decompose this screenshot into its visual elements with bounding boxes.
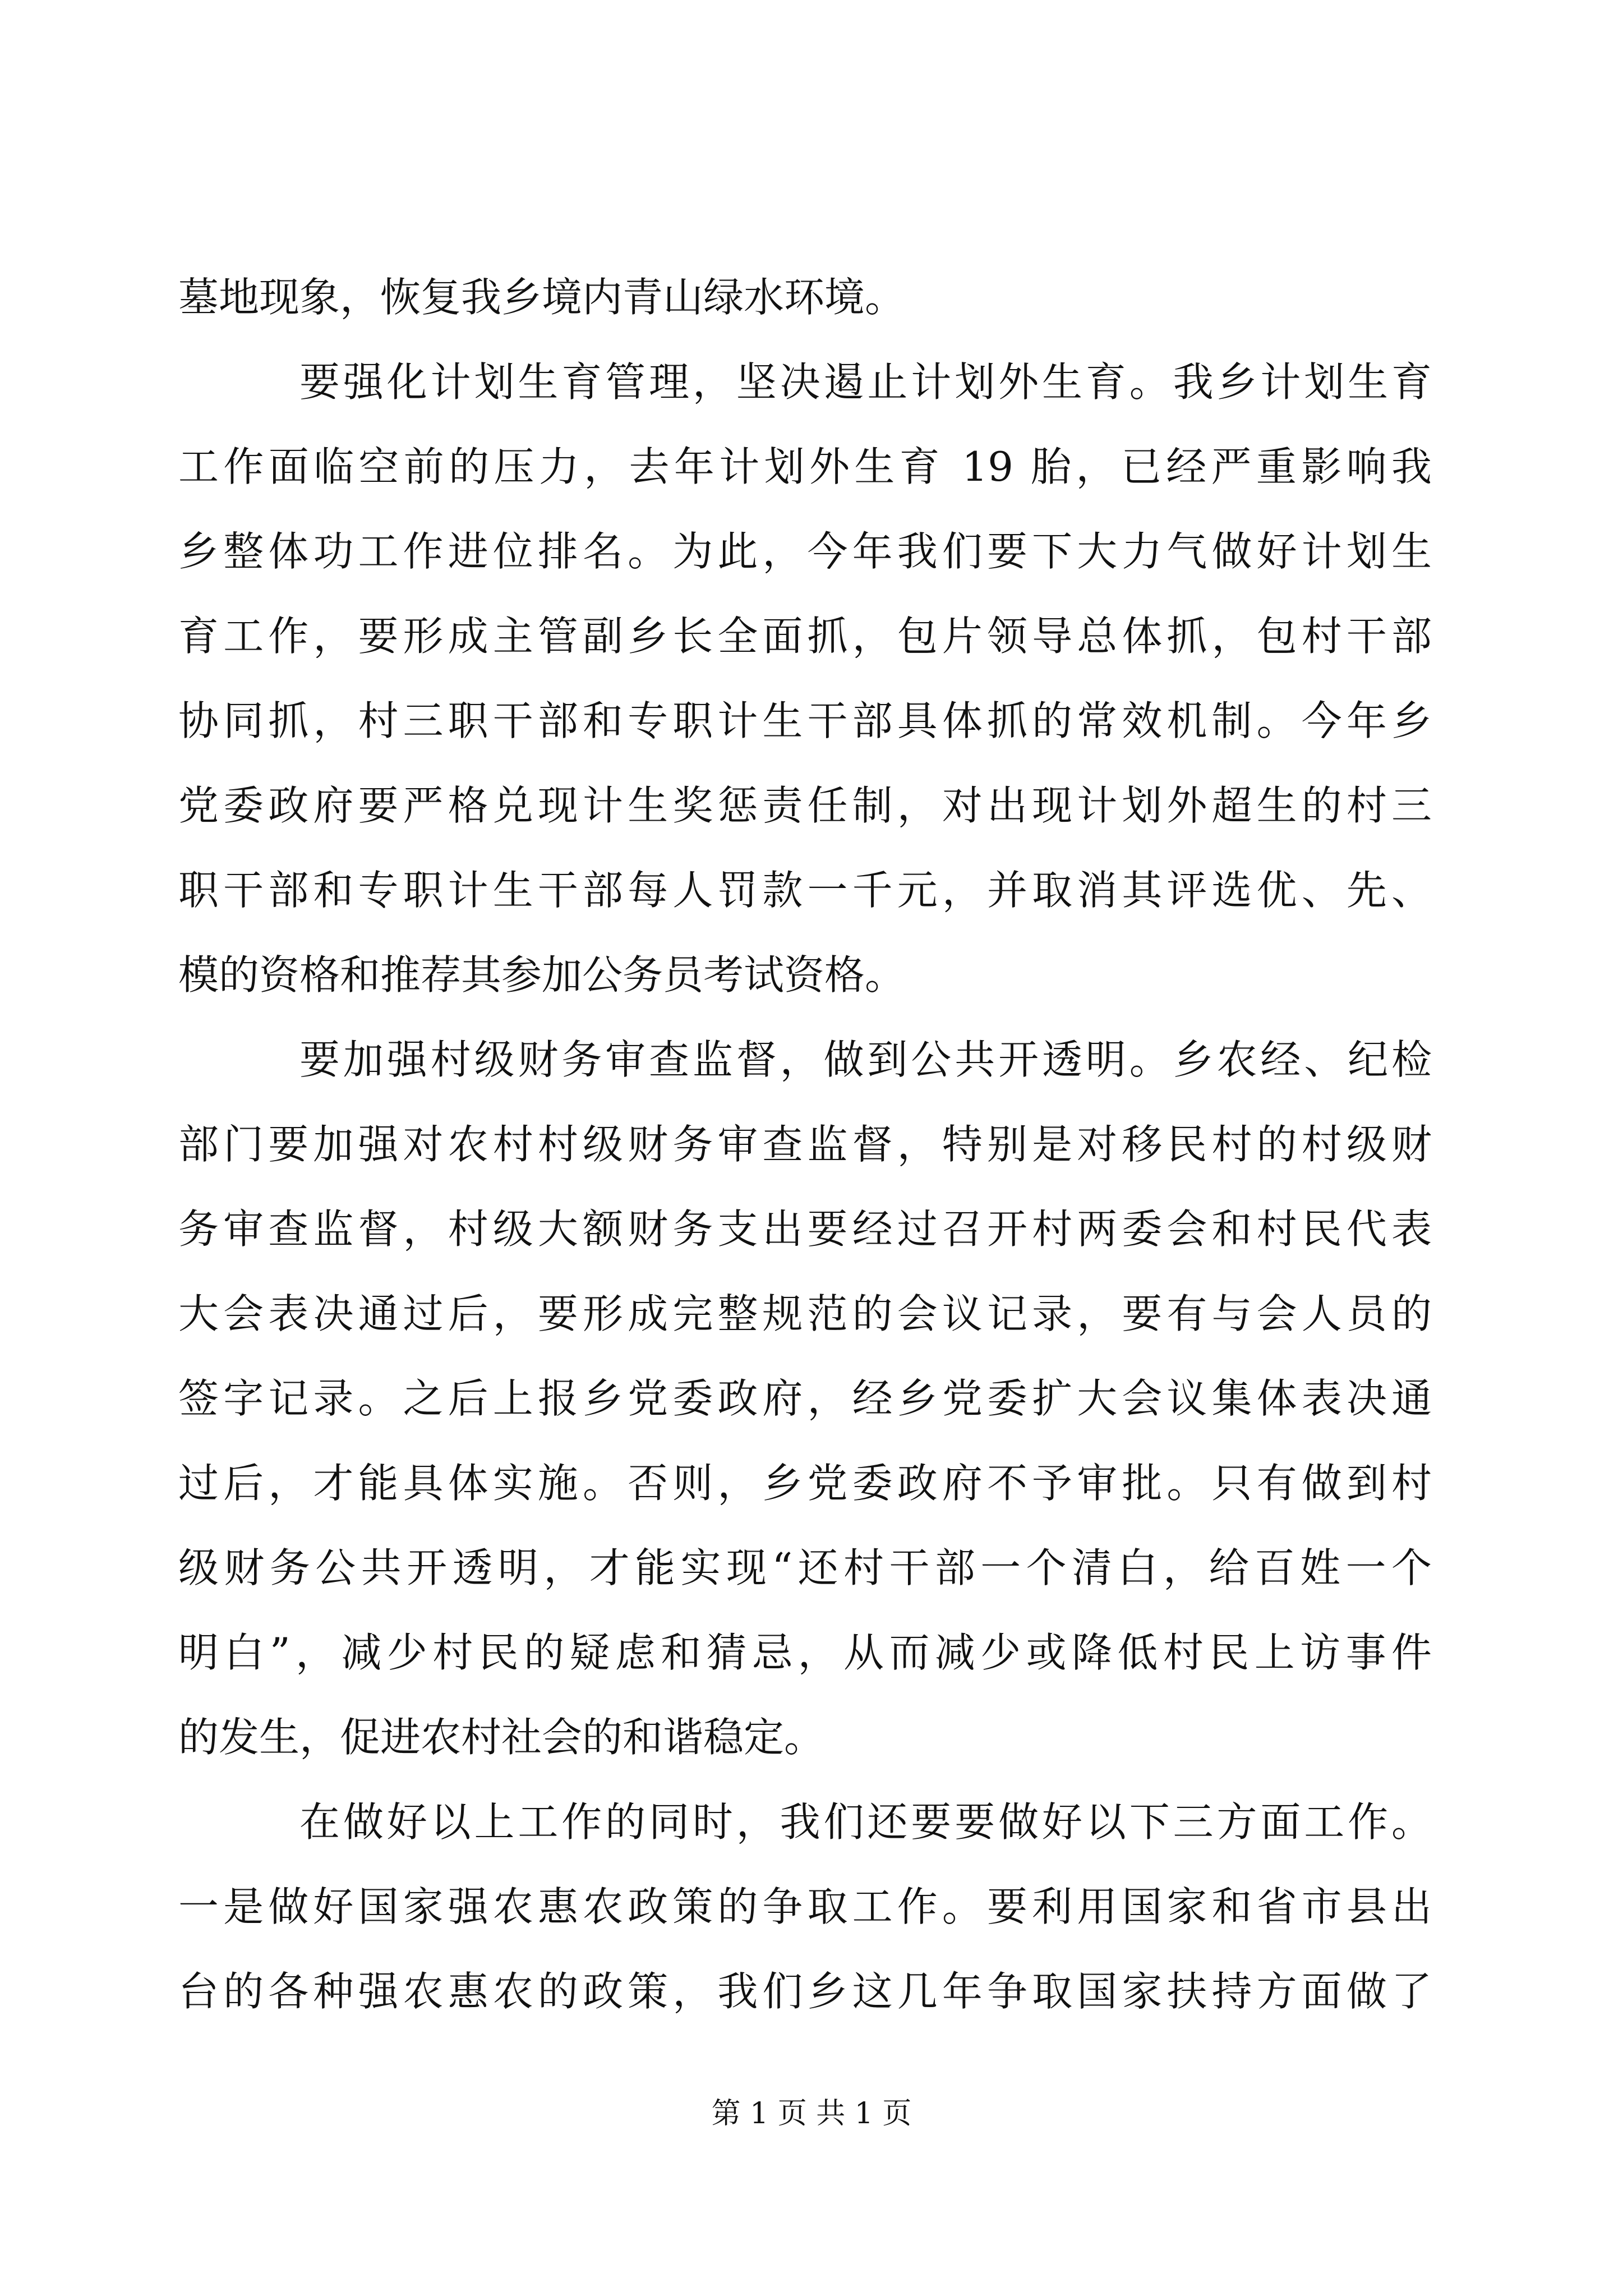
text-line: 模的资格和推荐其参加公务员考试资格。 [178, 951, 906, 999]
text-line: 过后，才能具体实施。否则，乡党委政府不予审批。只有做到村 [178, 1460, 1432, 1507]
text-line: 的发生，促进农村社会的和谐稳定。 [178, 1714, 825, 1761]
paragraph-start-line: 在做好以上工作的同时，我们还要要做好以下三方面工作。 [299, 1798, 1432, 1846]
text-line: 协同抓，村三职干部和专职计生干部具体抓的常效机制。今年乡 [178, 697, 1432, 744]
text-line: 签字记录。之后上报乡党委政府，经乡党委扩大会议集体表决通 [178, 1375, 1432, 1422]
text-line: 明白”，减少村民的疑虑和猜忌，从而减少或降低村民上访事件 [178, 1629, 1432, 1676]
text-line: 台的各种强农惠农的政策，我们乡这几年争取国家扶持方面做了 [178, 1968, 1432, 2015]
text-line: 大会表决通过后，要形成完整规范的会议记录，要有与会人员的 [178, 1290, 1432, 1337]
text-line: 工作面临空前的压力，去年计划外生育 19 胎，已经严重影响我 [178, 443, 1432, 490]
text-line: 育工作，要形成主管副乡长全面抓，包片领导总体抓，包村干部 [178, 613, 1432, 660]
page-number-footer: 第 1 页 共 1 页 [711, 2097, 912, 2131]
paragraph-start-line: 要强化计划生育管理，坚决遏止计划外生育。我乡计划生育 [299, 358, 1432, 406]
paragraph-start-line: 要加强村级财务审查监督，做到公共开透明。乡农经、纪检 [299, 1036, 1432, 1083]
text-line: 级财务公共开透明，才能实现“还村干部一个清白，给百姓一个 [178, 1544, 1432, 1591]
text-line: 党委政府要严格兑现计生奖惩责任制，对出现计划外超生的村三 [178, 782, 1432, 829]
text-line: 墓地现象，恢复我乡境内青山绿水环境。 [178, 274, 906, 321]
text-line: 一是做好国家强农惠农政策的争取工作。要利用国家和省市县出 [178, 1883, 1432, 1930]
text-line: 务审查监督，村级大额财务支出要经过召开村两委会和村民代表 [178, 1205, 1432, 1253]
text-line: 职干部和专职计生干部每人罚款一千元，并取消其评选优、先、 [178, 867, 1432, 914]
text-line: 乡整体功工作进位排名。为此，今年我们要下大力气做好计划生 [178, 528, 1432, 575]
text-line: 部门要加强对农村村级财务审查监督，特别是对移民村的村级财 [178, 1121, 1432, 1168]
